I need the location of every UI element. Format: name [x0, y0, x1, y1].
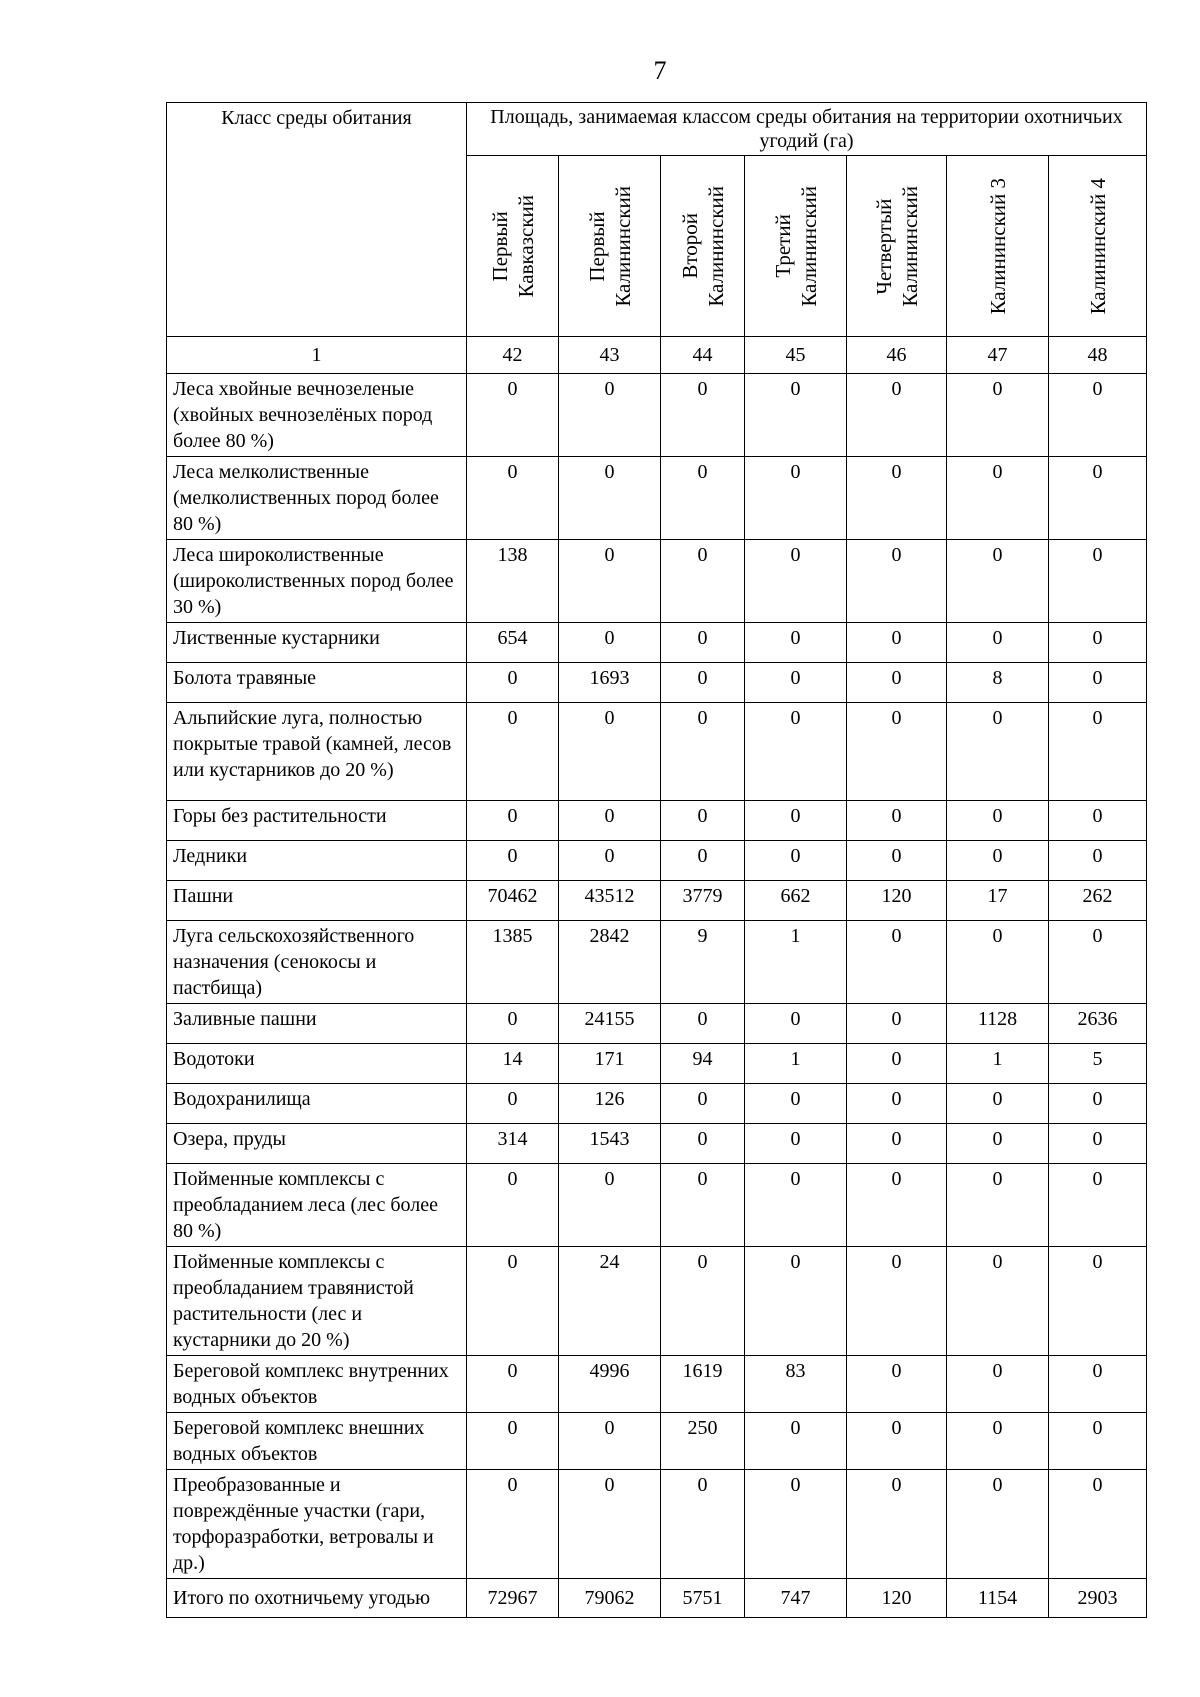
area-value: 1543 [559, 1124, 661, 1164]
habitat-row [167, 1044, 1147, 1084]
area-value: 314 [467, 1124, 559, 1164]
habitat-class-name: Пойменные комплексы с преобладанием травянистой растительности (лес и кустарники до 20 %) [167, 1247, 467, 1356]
column-number: 48 [1049, 337, 1147, 374]
area-value: 0 [745, 841, 847, 881]
total-value: 120 [847, 1579, 947, 1618]
hunting-ground-header [745, 156, 847, 337]
area-value: 0 [847, 663, 947, 703]
habitat-row [167, 841, 1147, 881]
area-value: 0 [467, 1356, 559, 1413]
area-value: 0 [847, 1470, 947, 1579]
hunting-ground-name: Четвертый Калининский [871, 185, 922, 307]
area-value: 0 [947, 1356, 1049, 1413]
area-value: 1128 [947, 1004, 1049, 1044]
area-value: 0 [559, 623, 661, 663]
area-value: 0 [661, 1084, 745, 1124]
area-value: 0 [559, 1164, 661, 1247]
habitat-class-name: Лиственные кустарники [167, 623, 467, 663]
area-value: 70462 [467, 881, 559, 921]
area-value: 0 [847, 1413, 947, 1470]
total-row [167, 1579, 1147, 1618]
area-value: 0 [559, 1413, 661, 1470]
area-value: 0 [745, 1084, 847, 1124]
habitat-row [167, 374, 1147, 457]
class-column-header: Класс среды обитания [167, 103, 467, 337]
habitat-class-name: Леса широколиственные (широколиственных пород более 30 %) [167, 540, 467, 623]
area-value: 83 [745, 1356, 847, 1413]
area-value: 0 [947, 374, 1049, 457]
habitat-class-name: Водохранилища [167, 1084, 467, 1124]
hunting-ground-name: Второй Калининский [677, 185, 728, 307]
area-value: 1693 [559, 663, 661, 703]
habitat-class-name: Водотоки [167, 1044, 467, 1084]
area-value: 0 [745, 540, 847, 623]
habitat-class-name: Береговой комплекс внутренних водных объектов [167, 1356, 467, 1413]
area-value: 0 [1049, 1124, 1147, 1164]
area-value: 0 [745, 801, 847, 841]
area-value: 0 [661, 663, 745, 703]
area-value: 0 [1049, 841, 1147, 881]
area-value: 0 [847, 841, 947, 881]
area-value: 0 [467, 1004, 559, 1044]
area-value: 0 [847, 540, 947, 623]
area-value: 0 [1049, 1247, 1147, 1356]
area-value: 0 [467, 374, 559, 457]
habitat-row [167, 801, 1147, 841]
habitat-class-name: Луга сельскохозяйственного назначения (сенокосы и пастбища) [167, 921, 467, 1004]
area-value: 0 [661, 1124, 745, 1164]
area-value: 1619 [661, 1356, 745, 1413]
area-value: 0 [947, 841, 1049, 881]
column-number: 44 [661, 337, 745, 374]
area-value: 0 [745, 703, 847, 801]
area-value: 1 [745, 921, 847, 1004]
area-value: 0 [661, 1004, 745, 1044]
area-value: 0 [559, 1470, 661, 1579]
habitat-row [167, 457, 1147, 540]
area-value: 1 [947, 1044, 1049, 1084]
area-value: 0 [947, 540, 1049, 623]
area-value: 0 [467, 1413, 559, 1470]
area-value: 0 [745, 1470, 847, 1579]
area-value: 0 [745, 663, 847, 703]
area-value: 0 [847, 374, 947, 457]
habitat-class-name: Озера, пруды [167, 1124, 467, 1164]
area-value: 0 [847, 1247, 947, 1356]
habitat-row [167, 1356, 1147, 1413]
area-value: 0 [559, 374, 661, 457]
total-value: 5751 [661, 1579, 745, 1618]
area-value: 0 [947, 921, 1049, 1004]
column-number: 45 [745, 337, 847, 374]
area-value: 0 [1049, 1470, 1147, 1579]
area-value: 0 [661, 703, 745, 801]
area-column-header: Площадь, занимаемая классом среды обитания на территории охотничьих угодий (га) [467, 103, 1147, 156]
area-value: 4996 [559, 1356, 661, 1413]
area-value: 0 [661, 1247, 745, 1356]
area-value: 126 [559, 1084, 661, 1124]
column-number: 1 [167, 337, 467, 374]
area-value: 0 [661, 540, 745, 623]
area-value: 2636 [1049, 1004, 1147, 1044]
area-value: 654 [467, 623, 559, 663]
hunting-ground-name: Калининский 4 [1085, 177, 1110, 315]
habitat-row [167, 1164, 1147, 1247]
area-value: 0 [467, 841, 559, 881]
page-number: 7 [653, 56, 667, 85]
habitat-class-name: Леса мелколиственные (мелколиственных пород более 80 %) [167, 457, 467, 540]
area-value: 94 [661, 1044, 745, 1084]
area-value: 0 [1049, 540, 1147, 623]
habitat-area-table [166, 102, 1147, 1618]
area-value: 24155 [559, 1004, 661, 1044]
column-number: 46 [847, 337, 947, 374]
area-value: 0 [1049, 374, 1147, 457]
area-value: 2842 [559, 921, 661, 1004]
area-value: 8 [947, 663, 1049, 703]
hunting-ground-name: Первый Кавказский [487, 194, 538, 298]
habitat-row [167, 703, 1147, 801]
area-value: 0 [467, 1247, 559, 1356]
area-value: 43512 [559, 881, 661, 921]
area-value: 0 [947, 1164, 1049, 1247]
area-value: 0 [947, 623, 1049, 663]
total-label: Итого по охотничьему угодью [167, 1579, 467, 1618]
area-value: 0 [947, 1470, 1049, 1579]
area-value: 0 [1049, 801, 1147, 841]
area-value: 0 [467, 663, 559, 703]
total-value: 747 [745, 1579, 847, 1618]
area-value: 1 [745, 1044, 847, 1084]
area-value: 0 [847, 1356, 947, 1413]
area-value: 0 [847, 1084, 947, 1124]
hunting-ground-header [661, 156, 745, 337]
hunting-ground-header [467, 156, 559, 337]
area-value: 120 [847, 881, 947, 921]
habitat-row [167, 921, 1147, 1004]
hunting-ground-header [947, 156, 1049, 337]
area-value: 138 [467, 540, 559, 623]
area-value: 0 [947, 703, 1049, 801]
area-value: 3779 [661, 881, 745, 921]
area-value: 0 [559, 540, 661, 623]
area-value: 0 [1049, 663, 1147, 703]
area-value: 0 [1049, 623, 1147, 663]
area-value: 0 [745, 623, 847, 663]
habitat-class-name: Болота травяные [167, 663, 467, 703]
area-value: 0 [467, 1164, 559, 1247]
area-value: 0 [947, 1247, 1049, 1356]
hunting-ground-header [847, 156, 947, 337]
habitat-row [167, 1413, 1147, 1470]
area-value: 0 [847, 921, 947, 1004]
area-value: 0 [847, 623, 947, 663]
area-value: 0 [467, 1470, 559, 1579]
area-value: 0 [661, 623, 745, 663]
area-value: 0 [661, 801, 745, 841]
area-value: 0 [745, 1004, 847, 1044]
habitat-class-name: Заливные пашни [167, 1004, 467, 1044]
hunting-ground-header [1049, 156, 1147, 337]
hunting-ground-name: Третий Калининский [770, 185, 821, 307]
habitat-class-name: Леса хвойные вечнозеленые (хвойных вечнозелёных пород более 80 %) [167, 374, 467, 457]
area-value: 1385 [467, 921, 559, 1004]
area-value: 0 [847, 457, 947, 540]
habitat-row [167, 540, 1147, 623]
habitat-class-name: Пойменные комплексы с преобладанием леса (лес более 80 %) [167, 1164, 467, 1247]
area-value: 0 [467, 457, 559, 540]
area-value: 0 [847, 1044, 947, 1084]
habitat-row [167, 1124, 1147, 1164]
area-value: 171 [559, 1044, 661, 1084]
area-value: 0 [947, 457, 1049, 540]
area-value: 0 [947, 801, 1049, 841]
habitat-class-name: Горы без растительности [167, 801, 467, 841]
area-value: 5 [1049, 1044, 1147, 1084]
area-value: 0 [661, 1470, 745, 1579]
habitat-row [167, 623, 1147, 663]
area-value: 0 [467, 703, 559, 801]
area-value: 0 [559, 703, 661, 801]
total-value: 2903 [1049, 1579, 1147, 1618]
total-value: 72967 [467, 1579, 559, 1618]
area-value: 0 [559, 841, 661, 881]
column-number: 47 [947, 337, 1049, 374]
area-value: 17 [947, 881, 1049, 921]
area-value: 9 [661, 921, 745, 1004]
habitat-class-name: Пашни [167, 881, 467, 921]
area-value: 0 [745, 1413, 847, 1470]
habitat-row [167, 1247, 1147, 1356]
area-value: 0 [847, 703, 947, 801]
total-value: 79062 [559, 1579, 661, 1618]
area-value: 0 [1049, 921, 1147, 1004]
area-value: 0 [947, 1084, 1049, 1124]
area-value: 0 [467, 1084, 559, 1124]
area-value: 0 [1049, 703, 1147, 801]
area-value: 0 [661, 374, 745, 457]
area-value: 0 [745, 1247, 847, 1356]
habitat-class-name: Ледники [167, 841, 467, 881]
area-value: 662 [745, 881, 847, 921]
habitat-row [167, 1470, 1147, 1579]
area-value: 250 [661, 1413, 745, 1470]
area-value: 0 [661, 1164, 745, 1247]
habitat-row [167, 663, 1147, 703]
hunting-ground-header [559, 156, 661, 337]
area-value: 24 [559, 1247, 661, 1356]
area-value: 0 [947, 1124, 1049, 1164]
area-value: 0 [1049, 1164, 1147, 1247]
area-value: 0 [745, 374, 847, 457]
area-value: 0 [467, 801, 559, 841]
habitat-row [167, 1004, 1147, 1044]
habitat-row [167, 1084, 1147, 1124]
area-value: 0 [745, 1164, 847, 1247]
area-value: 0 [847, 801, 947, 841]
area-value: 0 [661, 841, 745, 881]
habitat-class-name: Преобразованные и повреждённые участки (гари, торфоразработки, ветровалы и др.) [167, 1470, 467, 1579]
hunting-ground-name: Первый Калининский [584, 185, 635, 307]
area-value: 0 [1049, 457, 1147, 540]
habitat-row [167, 881, 1147, 921]
area-value: 0 [661, 457, 745, 540]
area-value: 0 [745, 1124, 847, 1164]
hunting-ground-name: Калининский 3 [985, 177, 1010, 315]
area-value: 0 [1049, 1356, 1147, 1413]
area-value: 0 [847, 1004, 947, 1044]
area-value: 0 [947, 1413, 1049, 1470]
habitat-class-name: Береговой комплекс внешних водных объектов [167, 1413, 467, 1470]
area-value: 0 [847, 1164, 947, 1247]
area-value: 0 [847, 1124, 947, 1164]
area-value: 0 [1049, 1413, 1147, 1470]
area-value: 0 [1049, 1084, 1147, 1124]
area-value: 0 [745, 457, 847, 540]
area-value: 0 [559, 801, 661, 841]
column-number-row [167, 337, 1147, 374]
habitat-class-name: Альпийские луга, полностью покрытые травой (камней, лесов или кустарников до 20 %) [167, 703, 467, 801]
area-value: 14 [467, 1044, 559, 1084]
area-value: 262 [1049, 881, 1147, 921]
column-number: 43 [559, 337, 661, 374]
area-value: 0 [559, 457, 661, 540]
column-number: 42 [467, 337, 559, 374]
total-value: 1154 [947, 1579, 1049, 1618]
